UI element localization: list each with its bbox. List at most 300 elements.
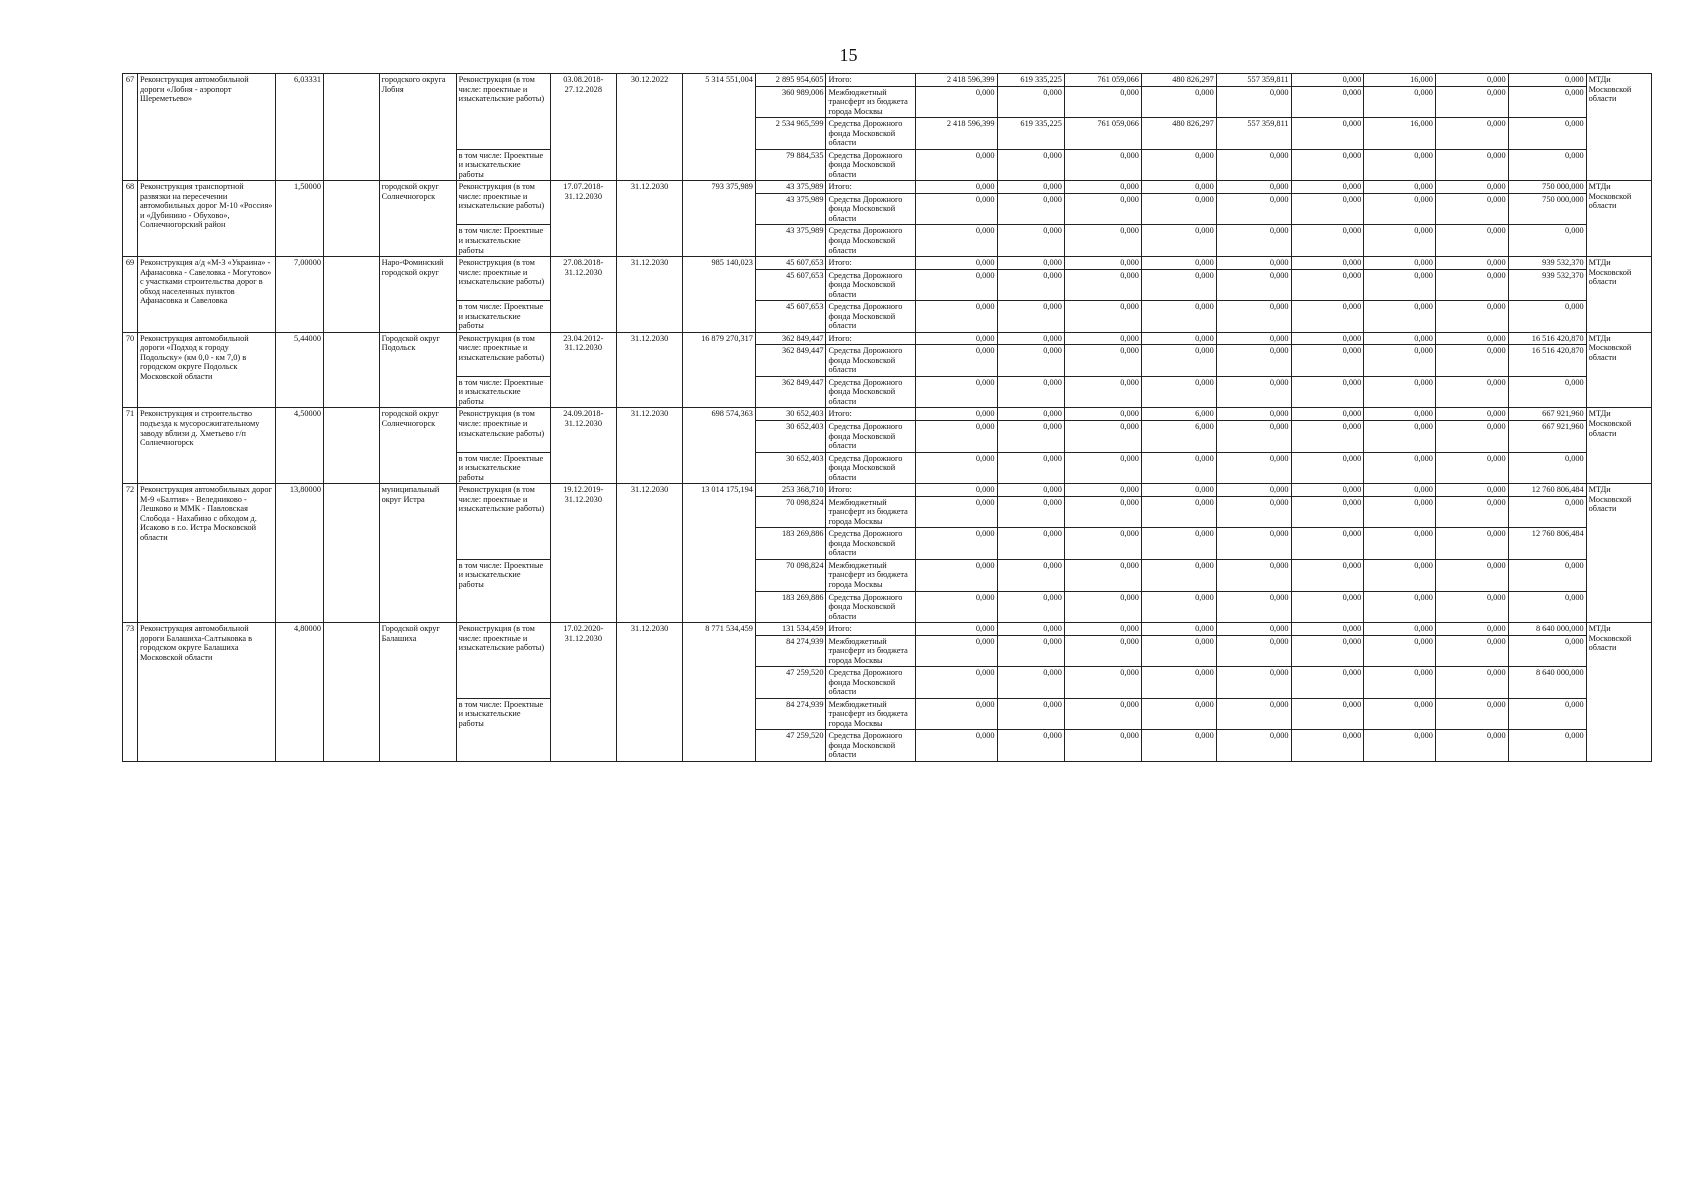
object-name: Реконструкция автомобильной дороги «Подход к городу Подольску» (км 0,0 - км 7,0) в городском округе Подольск Московской области: [137, 332, 275, 408]
financed-amount: 79 884,535: [755, 149, 826, 181]
year-value: 0,000: [1435, 408, 1508, 421]
municipality: городской округ Солнечногорск: [379, 181, 456, 257]
year-value: 16,000: [1364, 118, 1436, 150]
financed-amount: 362 849,447: [755, 345, 826, 377]
estimated-cost: 16 879 270,317: [683, 332, 756, 408]
work-type: в том числе: Проектные и изыскательские работы: [456, 225, 550, 257]
year-value: 0,000: [1364, 86, 1436, 118]
year-value: 0,000: [1064, 225, 1141, 257]
year-value: 0,000: [1216, 730, 1291, 762]
year-value: 0,000: [1435, 452, 1508, 484]
year-value: 667 921,960: [1508, 421, 1586, 453]
financed-amount: 183 269,886: [755, 591, 826, 623]
year-value: 0,000: [1141, 86, 1216, 118]
year-value: 0,000: [1435, 496, 1508, 528]
financed-amount: 47 259,520: [755, 730, 826, 762]
year-value: 0,000: [1291, 635, 1364, 667]
row-number: 73: [123, 623, 138, 762]
year-value: 0,000: [1508, 149, 1586, 181]
year-value: 0,000: [1364, 269, 1436, 301]
year-value: 0,000: [997, 635, 1064, 667]
work-type: Реконструкция (в том числе: проектные и изыскательские работы): [456, 257, 550, 301]
year-value: 0,000: [1291, 559, 1364, 591]
year-value: 0,000: [1435, 257, 1508, 270]
customer: МТДи Московской области: [1586, 484, 1651, 623]
object-length: 5,44000: [275, 332, 323, 408]
year-value: 0,000: [916, 408, 997, 421]
year-value: 8 640 000,000: [1508, 623, 1586, 636]
year-value: 16,000: [1364, 74, 1436, 87]
work-type: в том числе: Проектные и изыскательские работы: [456, 376, 550, 408]
year-value: 0,000: [1064, 345, 1141, 377]
year-value: 0,000: [1364, 181, 1436, 194]
year-value: 0,000: [997, 421, 1064, 453]
funding-source: Средства Дорожного фонда Московской области: [826, 667, 916, 699]
year-value: 0,000: [1291, 332, 1364, 345]
year-value: 0,000: [997, 667, 1064, 699]
year-value: 0,000: [997, 698, 1064, 730]
object-length: 13,80000: [275, 484, 323, 623]
year-value: 0,000: [1064, 421, 1141, 453]
year-value: 0,000: [1364, 623, 1436, 636]
funding-source: Итого:: [826, 408, 916, 421]
year-value: 0,000: [1435, 332, 1508, 345]
year-value: 0,000: [1291, 408, 1364, 421]
year-value: 0,000: [1508, 698, 1586, 730]
year-value: 0,000: [916, 301, 997, 333]
year-value: 0,000: [1291, 345, 1364, 377]
work-type: Реконструкция (в том числе: проектные и изыскательские работы): [456, 408, 550, 452]
year-value: 0,000: [1216, 452, 1291, 484]
year-value: 0,000: [1141, 452, 1216, 484]
year-value: 0,000: [916, 86, 997, 118]
year-value: 0,000: [1364, 193, 1436, 225]
year-value: 0,000: [916, 257, 997, 270]
year-value: 0,000: [1064, 86, 1141, 118]
year-value: 0,000: [997, 623, 1064, 636]
year-value: 0,000: [1435, 181, 1508, 194]
year-value: 0,000: [1291, 181, 1364, 194]
year-value: 0,000: [1064, 635, 1141, 667]
year-value: 0,000: [1435, 301, 1508, 333]
year-value: 0,000: [1508, 118, 1586, 150]
year-value: 0,000: [1364, 408, 1436, 421]
financed-amount: 43 375,989: [755, 193, 826, 225]
year-value: 0,000: [1216, 698, 1291, 730]
year-value: 0,000: [916, 376, 997, 408]
funding-source: Итого:: [826, 484, 916, 497]
financed-amount: 43 375,989: [755, 225, 826, 257]
year-value: 0,000: [1064, 408, 1141, 421]
year-value: 0,000: [1141, 149, 1216, 181]
work-dates: 17.02.2020-31.12.2030: [550, 623, 616, 762]
object-length: 6,03331: [275, 74, 323, 181]
object-name: Реконструкция транспортной развязки на пересечении автомобильных дорог М-10 «Россия» и «Дубинино - Обухово», Солнечногорский район: [137, 181, 275, 257]
funding-source: Средства Дорожного фонда Московской области: [826, 225, 916, 257]
page-number: 15: [839, 45, 858, 65]
year-value: 0,000: [1508, 591, 1586, 623]
year-value: 8 640 000,000: [1508, 667, 1586, 699]
year-value: 0,000: [1435, 559, 1508, 591]
year-value: 0,000: [916, 667, 997, 699]
year-value: 0,000: [997, 591, 1064, 623]
work-dates: 19.12.2019-31.12.2030: [550, 484, 616, 623]
funding-source: Итого:: [826, 623, 916, 636]
table-row: [123, 484, 1652, 497]
year-value: 0,000: [1364, 421, 1436, 453]
financed-amount: 2 534 965,599: [755, 118, 826, 150]
financed-amount: 362 849,447: [755, 332, 826, 345]
year-value: 939 532,370: [1508, 269, 1586, 301]
financed-amount: 45 607,653: [755, 301, 826, 333]
year-value: 0,000: [1508, 635, 1586, 667]
year-value: 619 335,225: [997, 118, 1064, 150]
year-value: 557 359,811: [1216, 74, 1291, 87]
object-length: 7,00000: [275, 257, 323, 333]
year-value: 0,000: [1216, 408, 1291, 421]
year-value: 0,000: [916, 730, 997, 762]
year-value: 750 000,000: [1508, 193, 1586, 225]
financed-amount: 30 652,403: [755, 452, 826, 484]
customer: МТДи Московской области: [1586, 74, 1651, 181]
year-value: 0,000: [1435, 86, 1508, 118]
financed-amount: 45 607,653: [755, 257, 826, 270]
year-value: 0,000: [1216, 301, 1291, 333]
year-value: 0,000: [997, 301, 1064, 333]
funding-source: Межбюджетный трансферт из бюджета города Москвы: [826, 698, 916, 730]
year-value: 0,000: [1364, 730, 1436, 762]
year-value: 0,000: [1364, 635, 1436, 667]
extra-cell: [324, 74, 380, 181]
funding-source: Средства Дорожного фонда Московской области: [826, 345, 916, 377]
funding-source: Средства Дорожного фонда Московской области: [826, 421, 916, 453]
extra-cell: [324, 257, 380, 333]
financed-amount: 2 895 954,605: [755, 74, 826, 87]
customer: МТДи Московской области: [1586, 408, 1651, 484]
year-value: 0,000: [1064, 730, 1141, 762]
year-value: 0,000: [1364, 345, 1436, 377]
year-value: 0,000: [1064, 528, 1141, 560]
year-value: 0,000: [1064, 301, 1141, 333]
year-value: 0,000: [1291, 591, 1364, 623]
year-value: 0,000: [1216, 528, 1291, 560]
year-value: 0,000: [1508, 559, 1586, 591]
year-value: 0,000: [997, 484, 1064, 497]
year-value: 0,000: [1435, 345, 1508, 377]
year-value: 0,000: [1364, 496, 1436, 528]
year-value: 0,000: [997, 408, 1064, 421]
year-value: 0,000: [1508, 730, 1586, 762]
financed-amount: 45 607,653: [755, 269, 826, 301]
year-value: 0,000: [1291, 193, 1364, 225]
year-value: 0,000: [1364, 559, 1436, 591]
table-row: [123, 332, 1652, 345]
year-value: 0,000: [1064, 667, 1141, 699]
year-value: 0,000: [916, 698, 997, 730]
financed-amount: 47 259,520: [755, 667, 826, 699]
municipality: муниципальный округ Истра: [379, 484, 456, 623]
object-name: Реконструкция автомобильной дороги «Лобня - аэропорт Шереметьево»: [137, 74, 275, 181]
year-value: 0,000: [997, 345, 1064, 377]
end-date: 31.12.2030: [616, 181, 682, 257]
work-type: Реконструкция (в том числе: проектные и изыскательские работы): [456, 332, 550, 376]
work-dates: 27.08.2018-31.12.2030: [550, 257, 616, 333]
year-value: 0,000: [1435, 193, 1508, 225]
municipality: Городской округ Подольск: [379, 332, 456, 408]
funding-source: Итого:: [826, 181, 916, 194]
year-value: 0,000: [1064, 591, 1141, 623]
funding-source: Средства Дорожного фонда Московской области: [826, 149, 916, 181]
year-value: 0,000: [1141, 345, 1216, 377]
year-value: 0,000: [1216, 421, 1291, 453]
end-date: 31.12.2030: [616, 332, 682, 408]
year-value: 0,000: [1364, 301, 1436, 333]
year-value: 0,000: [1364, 698, 1436, 730]
year-value: 0,000: [1216, 345, 1291, 377]
table-row: [123, 408, 1652, 421]
year-value: 0,000: [1435, 269, 1508, 301]
year-value: 0,000: [1216, 86, 1291, 118]
customer: МТДи Московской области: [1586, 257, 1651, 333]
year-value: 0,000: [1141, 376, 1216, 408]
year-value: 0,000: [1435, 635, 1508, 667]
year-value: 0,000: [1435, 484, 1508, 497]
year-value: 0,000: [1141, 635, 1216, 667]
year-value: 0,000: [1291, 86, 1364, 118]
year-value: 0,000: [1141, 225, 1216, 257]
year-value: 0,000: [1435, 118, 1508, 150]
row-number: 72: [123, 484, 138, 623]
year-value: 761 059,066: [1064, 118, 1141, 150]
work-dates: 23.04.2012-31.12.2030: [550, 332, 616, 408]
year-value: 0,000: [1364, 484, 1436, 497]
year-value: 0,000: [1435, 149, 1508, 181]
row-number: 70: [123, 332, 138, 408]
year-value: 0,000: [1291, 301, 1364, 333]
year-value: 0,000: [916, 193, 997, 225]
funding-source: Межбюджетный трансферт из бюджета города Москвы: [826, 496, 916, 528]
year-value: 0,000: [1291, 118, 1364, 150]
year-value: 0,000: [1064, 269, 1141, 301]
year-value: 0,000: [916, 528, 997, 560]
year-value: 0,000: [1141, 591, 1216, 623]
year-value: 0,000: [1216, 332, 1291, 345]
year-value: 0,000: [1064, 181, 1141, 194]
year-value: 480 826,297: [1141, 118, 1216, 150]
year-value: 0,000: [1064, 452, 1141, 484]
year-value: 0,000: [1364, 225, 1436, 257]
object-length: 4,80000: [275, 623, 323, 762]
year-value: 0,000: [1216, 149, 1291, 181]
year-value: 0,000: [1435, 667, 1508, 699]
year-value: 0,000: [1508, 452, 1586, 484]
year-value: 0,000: [1216, 193, 1291, 225]
year-value: 0,000: [916, 345, 997, 377]
year-value: 2 418 596,399: [916, 74, 997, 87]
year-value: 0,000: [1064, 484, 1141, 497]
year-value: 0,000: [1216, 225, 1291, 257]
year-value: 0,000: [1508, 74, 1586, 87]
year-value: 0,000: [1291, 484, 1364, 497]
year-value: 16 516 420,870: [1508, 332, 1586, 345]
year-value: 0,000: [1291, 698, 1364, 730]
year-value: 0,000: [1216, 181, 1291, 194]
funding-source: Средства Дорожного фонда Московской области: [826, 301, 916, 333]
row-number: 71: [123, 408, 138, 484]
year-value: 0,000: [1291, 452, 1364, 484]
financed-amount: 84 274,939: [755, 698, 826, 730]
work-type: Реконструкция (в том числе: проектные и изыскательские работы): [456, 181, 550, 225]
estimated-cost: 8 771 534,459: [683, 623, 756, 762]
year-value: 0,000: [916, 452, 997, 484]
estimated-cost: 13 014 175,194: [683, 484, 756, 623]
year-value: 12 760 806,484: [1508, 484, 1586, 497]
year-value: 0,000: [1364, 332, 1436, 345]
year-value: 0,000: [1141, 667, 1216, 699]
financed-amount: 70 098,824: [755, 559, 826, 591]
year-value: 0,000: [1508, 225, 1586, 257]
year-value: 0,000: [1064, 496, 1141, 528]
funding-source: Средства Дорожного фонда Московской области: [826, 193, 916, 225]
work-dates: 24.09.2018-31.12.2030: [550, 408, 616, 484]
year-value: 0,000: [1364, 452, 1436, 484]
financed-amount: 253 368,710: [755, 484, 826, 497]
work-type: в том числе: Проектные и изыскательские работы: [456, 301, 550, 333]
year-value: 0,000: [916, 591, 997, 623]
year-value: 0,000: [997, 528, 1064, 560]
year-value: 0,000: [1216, 496, 1291, 528]
year-value: 0,000: [1216, 559, 1291, 591]
year-value: 0,000: [916, 496, 997, 528]
year-value: 0,000: [1216, 484, 1291, 497]
extra-cell: [324, 181, 380, 257]
estimated-cost: 985 140,023: [683, 257, 756, 333]
year-value: 0,000: [997, 332, 1064, 345]
end-date: 31.12.2030: [616, 623, 682, 762]
funding-source: Итого:: [826, 257, 916, 270]
year-value: 2 418 596,399: [916, 118, 997, 150]
year-value: 761 059,066: [1064, 74, 1141, 87]
year-value: 0,000: [1291, 269, 1364, 301]
year-value: 0,000: [1141, 528, 1216, 560]
year-value: 0,000: [916, 332, 997, 345]
year-value: 0,000: [916, 225, 997, 257]
year-value: 0,000: [1141, 496, 1216, 528]
work-type: Реконструкция (в том числе: проектные и изыскательские работы): [456, 484, 550, 560]
financed-amount: 131 534,459: [755, 623, 826, 636]
year-value: 0,000: [1364, 667, 1436, 699]
year-value: 0,000: [916, 181, 997, 194]
extra-cell: [324, 484, 380, 623]
year-value: 0,000: [1064, 376, 1141, 408]
financed-amount: 43 375,989: [755, 181, 826, 194]
year-value: 0,000: [1216, 269, 1291, 301]
estimated-cost: 5 314 551,004: [683, 74, 756, 181]
year-value: 0,000: [1508, 496, 1586, 528]
extra-cell: [324, 332, 380, 408]
extra-cell: [324, 408, 380, 484]
year-value: 0,000: [997, 181, 1064, 194]
year-value: 0,000: [1435, 376, 1508, 408]
year-value: 0,000: [1508, 301, 1586, 333]
end-date: 30.12.2022: [616, 74, 682, 181]
year-value: 0,000: [1291, 257, 1364, 270]
year-value: 0,000: [1435, 421, 1508, 453]
customer: МТДи Московской области: [1586, 181, 1651, 257]
financed-amount: 30 652,403: [755, 421, 826, 453]
year-value: 0,000: [1141, 559, 1216, 591]
work-dates: 03.08.2018-27.12.2028: [550, 74, 616, 181]
year-value: 0,000: [997, 257, 1064, 270]
year-value: 0,000: [997, 496, 1064, 528]
year-value: 6,000: [1141, 421, 1216, 453]
year-value: 0,000: [916, 635, 997, 667]
year-value: 0,000: [997, 86, 1064, 118]
year-value: 0,000: [1364, 591, 1436, 623]
funding-source: Итого:: [826, 74, 916, 87]
year-value: 0,000: [1141, 698, 1216, 730]
year-value: 0,000: [1141, 730, 1216, 762]
year-value: 0,000: [1508, 86, 1586, 118]
funding-source: Средства Дорожного фонда Московской области: [826, 269, 916, 301]
year-value: 0,000: [1508, 376, 1586, 408]
table-row: [123, 74, 1652, 87]
year-value: 0,000: [1064, 623, 1141, 636]
year-value: 0,000: [1291, 667, 1364, 699]
work-type: в том числе: Проектные и изыскательские работы: [456, 149, 550, 181]
financed-amount: 362 849,447: [755, 376, 826, 408]
year-value: 0,000: [1216, 635, 1291, 667]
year-value: 0,000: [1141, 257, 1216, 270]
object-length: 4,50000: [275, 408, 323, 484]
year-value: 0,000: [1291, 496, 1364, 528]
year-value: 0,000: [1141, 301, 1216, 333]
year-value: 0,000: [1435, 591, 1508, 623]
financed-amount: 70 098,824: [755, 496, 826, 528]
funding-source: Средства Дорожного фонда Московской области: [826, 730, 916, 762]
year-value: 0,000: [1216, 623, 1291, 636]
municipality: Наро-Фоминский городской округ: [379, 257, 456, 333]
year-value: 0,000: [1064, 257, 1141, 270]
municipality: Городской округ Балашиха: [379, 623, 456, 762]
financed-amount: 360 989,006: [755, 86, 826, 118]
work-type: Реконструкция (в том числе: проектные и изыскательские работы): [456, 74, 550, 150]
year-value: 0,000: [1364, 257, 1436, 270]
year-value: 0,000: [1435, 730, 1508, 762]
year-value: 0,000: [997, 730, 1064, 762]
row-number: 67: [123, 74, 138, 181]
year-value: 0,000: [916, 421, 997, 453]
work-type: в том числе: Проектные и изыскательские работы: [456, 452, 550, 484]
object-name: Реконструкция автомобильных дорог М-9 «Балтия» - Веледниково - Лешково и ММК - Павловская Слобода - Нахабино с обходом д. Исаково в г.о. Истра Московской области: [137, 484, 275, 623]
year-value: 619 335,225: [997, 74, 1064, 87]
year-value: 0,000: [997, 559, 1064, 591]
year-value: 0,000: [997, 376, 1064, 408]
funding-source: Межбюджетный трансферт из бюджета города Москвы: [826, 86, 916, 118]
year-value: 0,000: [1141, 623, 1216, 636]
municipality: городского округа Лобня: [379, 74, 456, 181]
year-value: 0,000: [1435, 528, 1508, 560]
year-value: 0,000: [997, 149, 1064, 181]
year-value: 0,000: [1435, 225, 1508, 257]
year-value: 0,000: [916, 149, 997, 181]
year-value: 0,000: [1141, 193, 1216, 225]
customer: МТДи Московской области: [1586, 623, 1651, 762]
estimated-cost: 793 375,989: [683, 181, 756, 257]
year-value: 0,000: [997, 269, 1064, 301]
year-value: 0,000: [916, 484, 997, 497]
row-number: 69: [123, 257, 138, 333]
